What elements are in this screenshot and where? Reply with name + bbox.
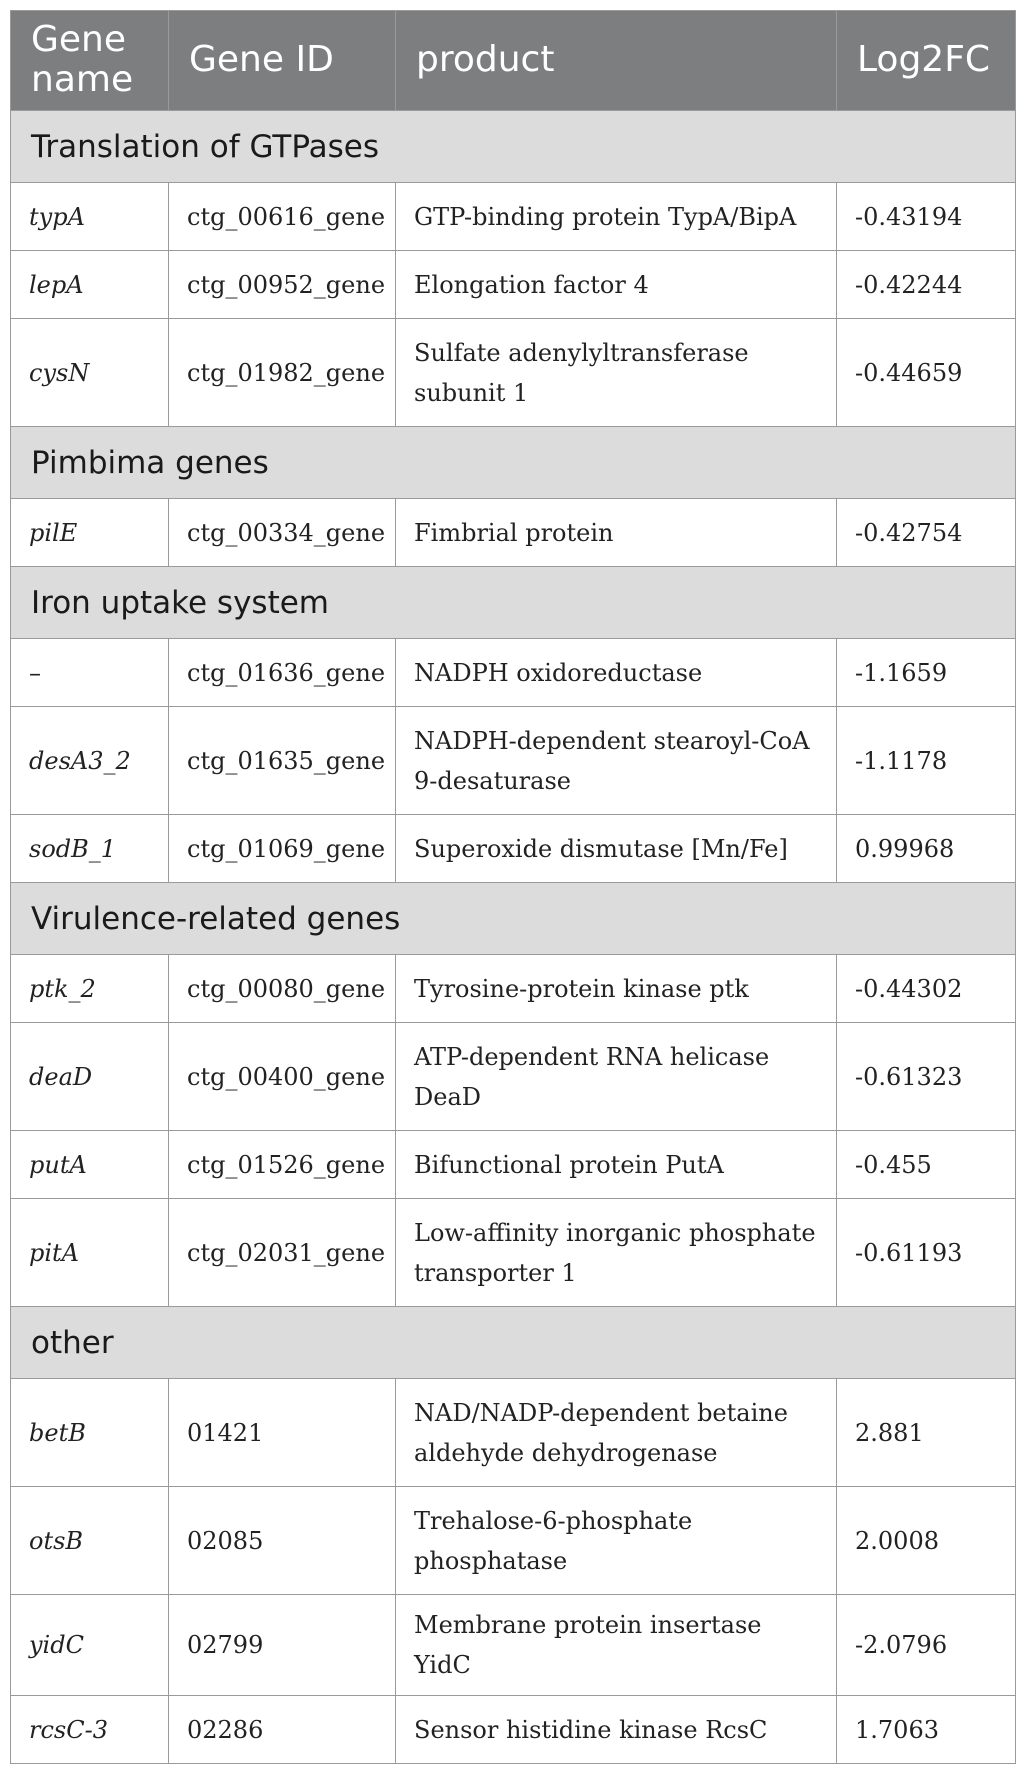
gene-id-cell: ctg_00616_gene [169,183,396,251]
gene-name-cell: sodB_1 [11,815,169,883]
section-row [11,567,1016,639]
product-cell: Trehalose-6-phosphate phosphatase [396,1487,837,1595]
table-row [11,1379,1016,1487]
product-cell: Sulfate adenylyltransferase subunit 1 [396,319,837,427]
gene-id-cell: ctg_01982_gene [169,319,396,427]
gene-id-cell: 02085 [169,1487,396,1595]
product-cell: NADPH-dependent stearoyl-CoA 9-desaturase [396,707,837,815]
log2fc-cell: -2.0796 [837,1595,1016,1696]
product-cell: Sensor histidine kinase RcsC [396,1696,837,1764]
table-row [11,815,1016,883]
section-row [11,427,1016,499]
gene-name-cell: rcsC-3 [11,1696,169,1764]
table-row [11,319,1016,427]
log2fc-cell: -0.42244 [837,251,1016,319]
header-product: product [396,11,837,111]
gene-id-cell: ctg_00334_gene [169,499,396,567]
gene-id-cell: ctg_01636_gene [169,639,396,707]
log2fc-cell: -0.43194 [837,183,1016,251]
log2fc-cell: 1.7063 [837,1696,1016,1764]
product-cell: Superoxide dismutase [Mn/Fe] [396,815,837,883]
gene-id-cell: ctg_00400_gene [169,1023,396,1131]
table-body [11,111,1016,1764]
gene-id-cell: 02286 [169,1696,396,1764]
log2fc-cell: -0.42754 [837,499,1016,567]
product-cell: Elongation factor 4 [396,251,837,319]
table-row [11,183,1016,251]
gene-name-cell: ptk_2 [11,955,169,1023]
table-row [11,499,1016,567]
section-title: Translation of GTPases [11,111,1016,183]
gene-id-cell: ctg_01635_gene [169,707,396,815]
table-row [11,1595,1016,1696]
gene-name-cell: deaD [11,1023,169,1131]
section-row [11,1307,1016,1379]
gene-name-cell: putA [11,1131,169,1199]
log2fc-cell: -0.44302 [837,955,1016,1023]
table-row [11,251,1016,319]
table-row [11,1696,1016,1764]
product-cell: Low-affinity inorganic phosphate transporter 1 [396,1199,837,1307]
log2fc-cell: -1.1178 [837,707,1016,815]
header-log2fc: Log2FC [837,11,1016,111]
log2fc-cell: 2.881 [837,1379,1016,1487]
log2fc-cell: -0.44659 [837,319,1016,427]
section-row [11,111,1016,183]
gene-name-cell: cysN [11,319,169,427]
log2fc-cell: -0.455 [837,1131,1016,1199]
log2fc-cell: 0.99968 [837,815,1016,883]
table-row [11,1023,1016,1131]
product-cell: Fimbrial protein [396,499,837,567]
table-row [11,1131,1016,1199]
table-row [11,1487,1016,1595]
product-cell: NADPH oxidoreductase [396,639,837,707]
section-title: Virulence-related genes [11,883,1016,955]
table-row [11,639,1016,707]
gene-name-cell: desA3_2 [11,707,169,815]
gene-id-cell: ctg_01069_gene [169,815,396,883]
gene-id-cell: ctg_00080_gene [169,955,396,1023]
gene-name-cell: typA [11,183,169,251]
log2fc-cell: -0.61193 [837,1199,1016,1307]
table-row [11,707,1016,815]
gene-id-cell: 01421 [169,1379,396,1487]
gene-id-cell: ctg_02031_gene [169,1199,396,1307]
table-header [11,11,1016,111]
header-gene-id: Gene ID [169,11,396,111]
gene-id-cell: ctg_01526_gene [169,1131,396,1199]
product-cell: Bifunctional protein PutA [396,1131,837,1199]
gene-name-cell: betB [11,1379,169,1487]
header-gene-name: Gene name [11,11,169,111]
gene-table [10,10,1016,1764]
gene-id-cell: 02799 [169,1595,396,1696]
gene-name-cell: otsB [11,1487,169,1595]
product-cell: NAD/NADP-dependent betaine aldehyde dehydrogenase [396,1379,837,1487]
log2fc-cell: -1.1659 [837,639,1016,707]
product-cell: GTP-binding protein TypA/BipA [396,183,837,251]
gene-name-cell: pilE [11,499,169,567]
section-title: Iron uptake system [11,567,1016,639]
table-row [11,1199,1016,1307]
table-row [11,955,1016,1023]
gene-name-cell: yidC [11,1595,169,1696]
log2fc-cell: 2.0008 [837,1487,1016,1595]
gene-name-cell: pitA [11,1199,169,1307]
section-row [11,883,1016,955]
product-cell: ATP-dependent RNA helicase DeaD [396,1023,837,1131]
gene-name-cell: lepA [11,251,169,319]
section-title: other [11,1307,1016,1379]
gene-name-cell: – [11,639,169,707]
log2fc-cell: -0.61323 [837,1023,1016,1131]
product-cell: Tyrosine-protein kinase ptk [396,955,837,1023]
section-title: Pimbima genes [11,427,1016,499]
header-row [11,11,1016,111]
product-cell: Membrane protein insertase YidC [396,1595,837,1696]
gene-id-cell: ctg_00952_gene [169,251,396,319]
